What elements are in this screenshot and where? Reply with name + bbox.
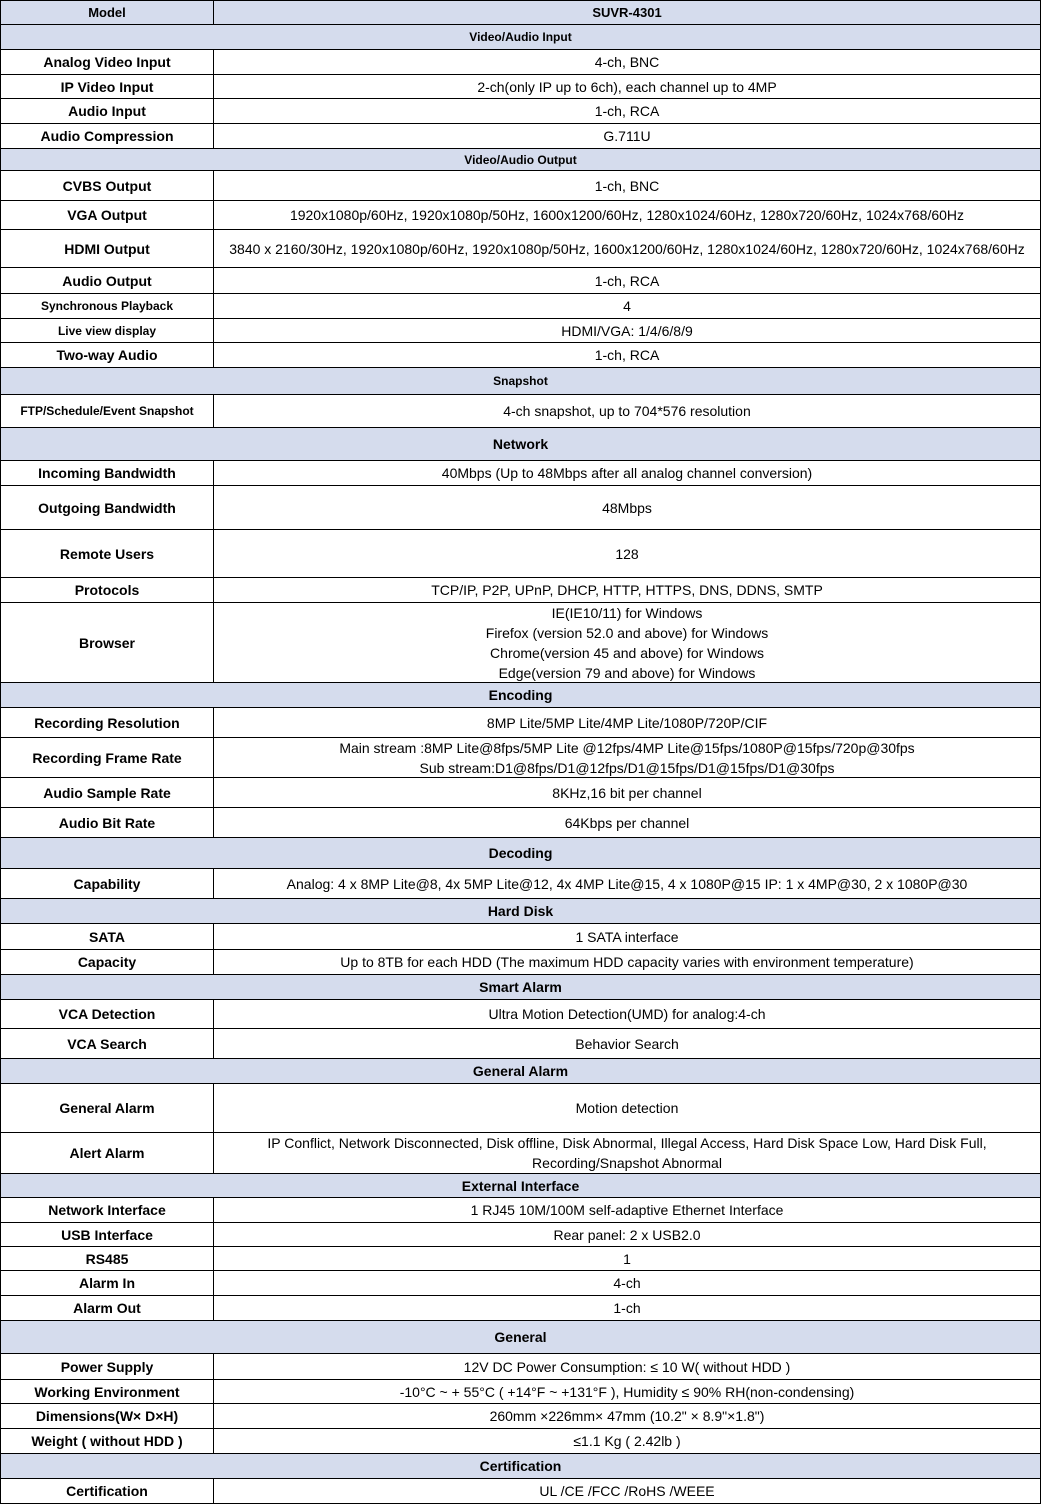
spec-value: 1 RJ45 10M/100M self-adaptive Ethernet Interface <box>213 1198 1041 1223</box>
spec-value: 1-ch <box>213 1296 1041 1321</box>
spec-value: 40Mbps (Up to 48Mbps after all analog channel conversion) <box>213 461 1041 486</box>
spec-label: Browser <box>0 603 214 683</box>
spec-value: 1 <box>213 1247 1041 1271</box>
section-header-row <box>0 25 1041 50</box>
spec-label: SATA <box>0 924 214 950</box>
section-title: Network <box>0 428 1041 461</box>
spec-value: TCP/IP, P2P, UPnP, DHCP, HTTP, HTTPS, DNS, DDNS, SMTP <box>213 578 1041 603</box>
spec-label: HDMI Output <box>0 230 214 268</box>
section-title: Certification <box>0 1454 1041 1479</box>
spec-label: VGA Output <box>0 201 214 230</box>
table-row <box>0 230 1041 268</box>
spec-value: 2-ch(only IP up to 6ch), each channel up to 4MP <box>213 75 1041 99</box>
table-row <box>0 1000 1041 1029</box>
section-title: General Alarm <box>0 1059 1041 1084</box>
table-row <box>0 1271 1041 1296</box>
spec-value: HDMI/VGA: 1/4/6/8/9 <box>213 319 1041 343</box>
spec-label: Outgoing Bandwidth <box>0 486 214 530</box>
spec-label: Weight ( without HDD ) <box>0 1429 214 1454</box>
table-row <box>0 778 1041 808</box>
spec-value: Rear panel: 2 x USB2.0 <box>213 1223 1041 1247</box>
spec-value: 64Kbps per channel <box>213 808 1041 838</box>
spec-label: Capacity <box>0 950 214 975</box>
spec-value: UL /CE /FCC /RoHS /WEEE <box>213 1479 1041 1504</box>
spec-value: 1-ch, RCA <box>213 343 1041 368</box>
spec-value: 8MP Lite/5MP Lite/4MP Lite/1080P/720P/CIF <box>213 708 1041 738</box>
table-row <box>0 75 1041 99</box>
spec-label: Audio Bit Rate <box>0 808 214 838</box>
spec-value: Main stream :8MP Lite@8fps/5MP Lite @12fps/4MP Lite@15fps/1080P@15fps/720p@30fps Sub stream:D1@8fps/D1@12fps/D1@15fps/D1@15fps/D1@30fps <box>213 738 1041 778</box>
table-row <box>0 1354 1041 1380</box>
spec-label: General Alarm <box>0 1084 214 1133</box>
spec-value: 128 <box>213 530 1041 578</box>
table-row <box>0 124 1041 149</box>
section-header-row <box>0 368 1041 395</box>
spec-value: 1-ch, RCA <box>213 99 1041 124</box>
table-row <box>0 603 1041 683</box>
spec-value: Analog: 4 x 8MP Lite@8, 4x 5MP Lite@12, 4x 4MP Lite@15, 4 x 1080P@15 IP: 1 x 4MP@30, 2 x 1080P@30 <box>213 869 1041 899</box>
spec-value: Up to 8TB for each HDD (The maximum HDD capacity varies with environment temperature) <box>213 950 1041 975</box>
spec-value: 1-ch, BNC <box>213 171 1041 201</box>
table-row <box>0 50 1041 75</box>
table-row <box>0 1479 1041 1504</box>
table-row <box>0 268 1041 294</box>
spec-value: 8KHz,16 bit per channel <box>213 778 1041 808</box>
spec-label: Two-way Audio <box>0 343 214 368</box>
table-row <box>0 1223 1041 1247</box>
spec-label: Audio Output <box>0 268 214 294</box>
section-title: External Interface <box>0 1174 1041 1198</box>
table-row <box>0 1084 1041 1133</box>
spec-value: -10°C ~ + 55°C ( +14°F ~ +131°F ), Humidity ≤ 90% RH(non-condensing) <box>213 1380 1041 1404</box>
table-row <box>0 1133 1041 1174</box>
section-header-row <box>0 1059 1041 1084</box>
spec-label: RS485 <box>0 1247 214 1271</box>
table-row <box>0 1029 1041 1059</box>
section-header-row <box>0 1454 1041 1479</box>
spec-value: IE(IE10/11) for Windows Firefox (version 52.0 and above) for Windows Chrome(version 45 and above) for Windows Edge(version 79 and above) for Windows <box>213 603 1041 683</box>
spec-value: 12V DC Power Consumption: ≤ 10 W( without HDD ) <box>213 1354 1041 1380</box>
section-title: Encoding <box>0 683 1041 708</box>
table-header-row <box>0 0 1041 25</box>
spec-label: VCA Search <box>0 1029 214 1059</box>
spec-value: 4-ch snapshot, up to 704*576 resolution <box>213 395 1041 428</box>
section-title: Smart Alarm <box>0 975 1041 1000</box>
section-title: Video/Audio Output <box>0 149 1041 171</box>
table-row <box>0 1198 1041 1223</box>
spec-label: Alert Alarm <box>0 1133 214 1174</box>
section-title: General <box>0 1321 1041 1354</box>
table-row <box>0 708 1041 738</box>
spec-label: Recording Frame Rate <box>0 738 214 778</box>
spec-label: Recording Resolution <box>0 708 214 738</box>
table-row <box>0 924 1041 950</box>
spec-label: Dimensions(W× D×H) <box>0 1404 214 1429</box>
spec-label: Protocols <box>0 578 214 603</box>
section-header-row <box>0 1174 1041 1198</box>
spec-value: Motion detection <box>213 1084 1041 1133</box>
table-row <box>0 1429 1041 1454</box>
section-header-row <box>0 838 1041 869</box>
spec-label: VCA Detection <box>0 1000 214 1029</box>
spec-value: 260mm ×226mm× 47mm (10.2" × 8.9"×1.8") <box>213 1404 1041 1429</box>
spec-value: 48Mbps <box>213 486 1041 530</box>
section-header-row <box>0 683 1041 708</box>
spec-value: G.711U <box>213 124 1041 149</box>
table-row <box>0 486 1041 530</box>
table-row <box>0 99 1041 124</box>
spec-label: FTP/Schedule/Event Snapshot <box>0 395 214 428</box>
section-title: Decoding <box>0 838 1041 869</box>
table-row <box>0 201 1041 230</box>
section-header-row <box>0 1321 1041 1354</box>
spec-label: CVBS Output <box>0 171 214 201</box>
spec-label: Incoming Bandwidth <box>0 461 214 486</box>
spec-label: Audio Input <box>0 99 214 124</box>
section-header-row <box>0 149 1041 171</box>
table-row <box>0 395 1041 428</box>
section-title: Snapshot <box>0 368 1041 395</box>
table-row <box>0 1380 1041 1404</box>
model-value: SUVR-4301 <box>213 0 1041 25</box>
table-row <box>0 1247 1041 1271</box>
spec-label: Synchronous Playback <box>0 294 214 319</box>
table-row <box>0 1404 1041 1429</box>
table-row <box>0 461 1041 486</box>
table-row <box>0 530 1041 578</box>
spec-label: Network Interface <box>0 1198 214 1223</box>
spec-value: Behavior Search <box>213 1029 1041 1059</box>
spec-label: Alarm Out <box>0 1296 214 1321</box>
section-title: Hard Disk <box>0 899 1041 924</box>
spec-label: Remote Users <box>0 530 214 578</box>
spec-label: Certification <box>0 1479 214 1504</box>
section-header-row <box>0 428 1041 461</box>
spec-value: 1-ch, RCA <box>213 268 1041 294</box>
spec-label: Alarm In <box>0 1271 214 1296</box>
table-row <box>0 294 1041 319</box>
spec-label: Working Environment <box>0 1380 214 1404</box>
spec-value: 4-ch <box>213 1271 1041 1296</box>
spec-label: USB Interface <box>0 1223 214 1247</box>
table-row <box>0 950 1041 975</box>
spec-value: Ultra Motion Detection(UMD) for analog:4-ch <box>213 1000 1041 1029</box>
spec-label: Live view display <box>0 319 214 343</box>
section-title: Video/Audio Input <box>0 25 1041 50</box>
spec-value: 4 <box>213 294 1041 319</box>
spec-label: Power Supply <box>0 1354 214 1380</box>
spec-label: Audio Sample Rate <box>0 778 214 808</box>
spec-value: ≤1.1 Kg ( 2.42lb ) <box>213 1429 1041 1454</box>
spec-label: Analog Video Input <box>0 50 214 75</box>
spec-value: 1 SATA interface <box>213 924 1041 950</box>
spec-label: IP Video Input <box>0 75 214 99</box>
model-label: Model <box>0 0 214 25</box>
table-row <box>0 319 1041 343</box>
spec-value: 1920x1080p/60Hz, 1920x1080p/50Hz, 1600x1200/60Hz, 1280x1024/60Hz, 1280x720/60Hz, 1024x768/60Hz <box>213 201 1041 230</box>
table-row <box>0 171 1041 201</box>
table-row <box>0 869 1041 899</box>
table-row <box>0 578 1041 603</box>
spec-label: Capability <box>0 869 214 899</box>
table-row <box>0 738 1041 778</box>
spec-value: IP Conflict, Network Disconnected, Disk offline, Disk Abnormal, Illegal Access, Hard Disk Space Low, Hard Disk Full, Recording/Snapshot Abnormal <box>213 1133 1041 1174</box>
spec-value: 3840 x 2160/30Hz, 1920x1080p/60Hz, 1920x1080p/50Hz, 1600x1200/60Hz, 1280x1024/60Hz, 1280x720/60Hz, 1024x768/60Hz <box>213 230 1041 268</box>
table-row <box>0 808 1041 838</box>
spec-label: Audio Compression <box>0 124 214 149</box>
section-header-row <box>0 899 1041 924</box>
table-row <box>0 1296 1041 1321</box>
section-header-row <box>0 975 1041 1000</box>
spec-value: 4-ch, BNC <box>213 50 1041 75</box>
table-row <box>0 343 1041 368</box>
